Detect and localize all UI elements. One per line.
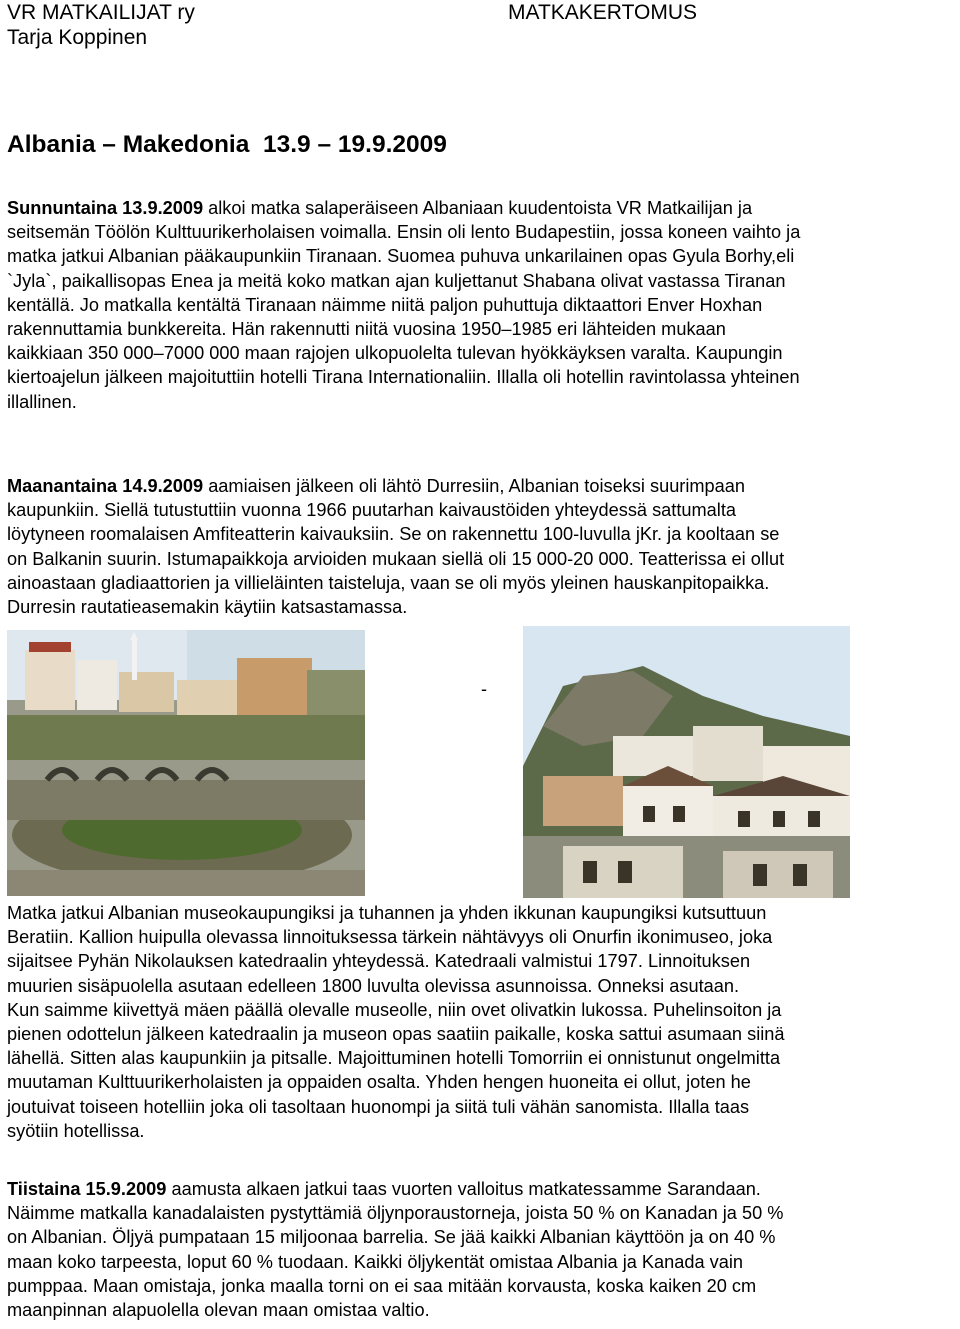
text-line: `Jyla`, paikallisopas Enea ja meitä koko matkan ajan kuljettanut Shabana olivat vastassa Tiranan bbox=[7, 270, 786, 291]
text-line: Kun saimme kiivettyä mäen päällä olevalle museolle, niin ovet olivatkin lukossa. Puhelinsoiton ja bbox=[7, 999, 782, 1020]
page-title: Albania – Makedonia 13.9 – 19.9.2009 bbox=[7, 131, 447, 158]
text-line: kaupunkiin. Siellä tutustuttiin vuonna 1966 puutarhan kaivaustöiden yhteydessä sattumalta bbox=[7, 500, 736, 521]
author-name: Tarja Koppinen bbox=[7, 26, 148, 49]
org-name: VR MATKAILIJAT ry bbox=[7, 1, 195, 24]
paragraph-monday bbox=[7, 474, 960, 619]
text-line: ainoastaan gladiaattorien ja villieläinten taisteluja, vaan se oli myös yleinen hauskanpitopaikka. bbox=[7, 572, 770, 593]
text-line: kaikkiaan 350 000–7000 000 maan rajojen ulkopuolelta tulevan hyökkäyksen varalta. Kaupungin bbox=[7, 343, 783, 364]
text-line: on Balkanin suurin. Istumapaikkoja arvioiden mukaan siellä oli 15 000-20 000. Teatterissa ei ollut bbox=[7, 548, 785, 569]
text-line: syötiin hotellissa. bbox=[7, 1120, 145, 1141]
text-line: Tiistaina 15.9.2009 aamusta alkaen jatkui taas vuorten valloitus matkatessamme Sarandaan. bbox=[7, 1179, 761, 1199]
header-left bbox=[7, 0, 195, 50]
text-line: joutuivat toiseen hotelliin joka oli tasoltaan huonompi ja siitä tuli vähän sanomista. Illalla taas bbox=[7, 1096, 750, 1117]
stray-mark: - bbox=[481, 679, 487, 699]
text-line: Maanantaina 14.9.2009 aamiaisen jälkeen oli lähtö Durresiin, Albanian toiseksi suurimpaan bbox=[7, 476, 746, 496]
text-line: pumppaa. Maan omistaja, jonka maalla torni on ei saa mitään korvausta, koska kaiken 20 cm bbox=[7, 1275, 757, 1296]
text-line: pienen odottelun jälkeen katedraalin ja museon opas saatiin paikalle, koska sattui asumaan siinä bbox=[7, 1024, 785, 1045]
paragraph-berat bbox=[7, 901, 960, 1143]
text-line: illallinen. bbox=[7, 391, 77, 412]
day-heading: Tiistaina 15.9.2009 bbox=[7, 1179, 167, 1199]
text-line: muurien sisäpuolella asutaan edelleen 1800 luvulta olevissa asunnoissa. Onneksi asutaan. bbox=[7, 975, 740, 996]
text-line: seitsemän Töölön Kulttuurikerholaisen voimalla. Ensin oli lento Budapestiin, jossa koneen vaihto ja bbox=[7, 222, 801, 243]
day-heading: Sunnuntaina 13.9.2009 bbox=[7, 198, 204, 218]
photo-amphitheatre bbox=[7, 630, 365, 896]
text-line: sijaitsee Pyhän Nikolauksen katedraalin yhteydessä. Katedraali valmistui 1797. Linnoituksen bbox=[7, 951, 751, 972]
text-line: Näimme matkalla kanadalaisten pystyttämiä öljynporaustorneja, joista 50 % on Kanadan ja 50 % bbox=[7, 1203, 784, 1224]
text-line: Sunnuntaina 13.9.2009 alkoi matka salaperäiseen Albaniaan kuudentoista VR Matkailijan ja bbox=[7, 198, 753, 218]
text-line: Durresin rautatieasemakin käytiin katsastamassa. bbox=[7, 597, 408, 618]
text-line: maanpinnan alapuolella olevan maan omistaa valtio. bbox=[7, 1300, 430, 1321]
text-line: muutaman Kulttuurikerholaisten ja oppaiden osalta. Yhden hengen huoneita ei ollut, joten he bbox=[7, 1072, 751, 1093]
text-line: rakennuttamia bunkkereita. Hän rakennutti niitä vuosina 1950–1985 eri lähteiden mukaan bbox=[7, 319, 726, 340]
text-line: lähellä. Sitten alas kaupunkiin ja pitsalle. Majoittuminen hotelli Tomorriin ei onnistunut ongelmitta bbox=[7, 1048, 781, 1069]
text-line: maan koko tarpeesta, loput 60 % tuodaan. Kaikki öljykentät omistaa Albania ja Kanada vain bbox=[7, 1251, 744, 1272]
paragraph-sunday bbox=[7, 196, 960, 414]
text-line: Beratiin. Kallion huipulla olevassa linnoituksessa tärkein nähtävyys oli Onurfin ikonimuseo, joka bbox=[7, 927, 773, 948]
text-line: on Albanian. Öljyä pumpataan 15 miljoonaa barrelia. Se jää kaikki Albanian käyttöön ja on 40 % bbox=[7, 1227, 776, 1248]
text-line: kentällä. Jo matkalla kentältä Tiranaan näimme niitä paljon puhuttuja diktaattori Enver Hoxhan bbox=[7, 294, 763, 315]
doc-type: MATKAKERTOMUS bbox=[508, 1, 698, 24]
paragraph-tuesday bbox=[7, 1177, 960, 1322]
text-line: kiertoajelun jälkeen majoituttiin hotelli Tirana Internationaliin. Illalla oli hotellin ravintolassa yhteinen bbox=[7, 367, 800, 388]
photo-berat bbox=[523, 626, 850, 898]
text-line: Matka jatkui Albanian museokaupungiksi ja tuhannen ja yhden ikkunan kaupungiksi kutsuttuun bbox=[7, 903, 767, 923]
text-line: matka jatkui Albanian pääkaupunkiin Tiranaan. Suomea puhuva unkarilainen opas Gyula Borhy,eli bbox=[7, 246, 795, 267]
day-heading: Maanantaina 14.9.2009 bbox=[7, 476, 204, 496]
text-line: löytyneen roomalaisen Amfiteatterin kaivauksiin. Se on rakennettu 100-luvulla jKr. ja kooltaan se bbox=[7, 524, 780, 545]
